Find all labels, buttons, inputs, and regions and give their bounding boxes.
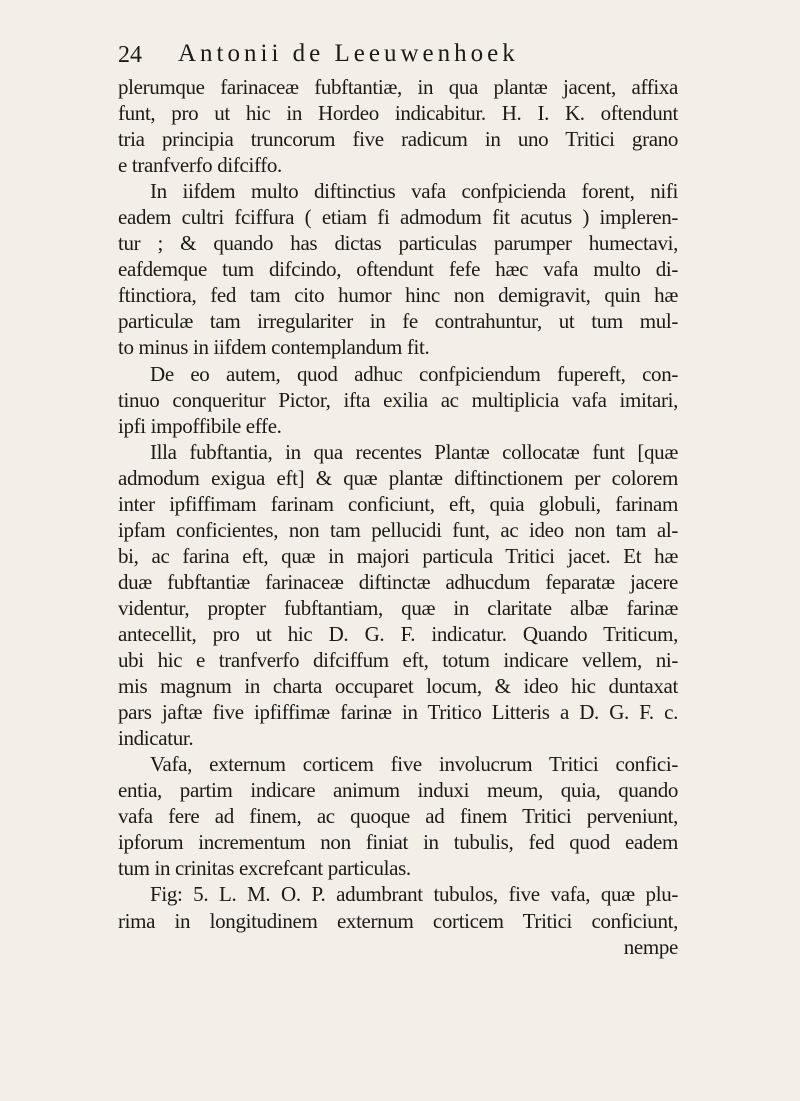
text-line: inter ipfiffimam farinam conficiunt, eft, quia globuli, farinam xyxy=(118,491,678,516)
text-line: In iifdem multo diftinctius vafa confpicienda forent, nifi xyxy=(150,179,678,204)
text-line: pars jaftæ five ipfiffimæ farinæ in Tritico Litteris a D. G. F. c. xyxy=(118,700,678,725)
text-line: duæ fubftantiæ farinaceæ diftinctæ adhucdum feparatæ jacere xyxy=(118,569,678,594)
text-line: ubi hic e tranfverfo difciffum eft, totum indicare vellem, ni- xyxy=(118,648,678,673)
text-line: eafdemque tum difcindo, oftendunt fefe hæc vafa multo di- xyxy=(118,257,678,282)
text-line: ipfam conficientes, non tam pellucidi funt, ac ideo non tam al- xyxy=(118,517,678,542)
text-line: entia, partim indicare animum induxi meum, quia, quando xyxy=(118,778,678,803)
page-number: 24 xyxy=(118,42,142,68)
text-line: De eo autem, quod adhuc confpiciendum fupereft, con- xyxy=(150,361,678,386)
text-line: ftinctiora, fed tam cito humor hinc non demigravit, quin hæ xyxy=(118,283,678,308)
text-line: ipfi impoffibile effe. xyxy=(118,413,282,438)
text-line: particulæ tam irregulariter in fe contrahuntur, ut tum mul- xyxy=(118,309,678,334)
text-line: tum in crinitas excrefcant particulas. xyxy=(118,856,411,881)
text-line: indicatur. xyxy=(118,726,194,751)
text-line: mis magnum in charta occuparet locum, & ideo hic duntaxat xyxy=(118,674,678,699)
text-line: bi, ac farina eft, quæ in majori particula Tritici jacet. Et hæ xyxy=(118,543,678,568)
running-head: Antonii de Leeuwenhoek xyxy=(178,40,519,67)
text-line: to minus in iifdem contemplandum fit. xyxy=(118,335,430,360)
text-line: Illa fubftantia, in qua recentes Plantæ collocatæ funt [quæ xyxy=(150,439,678,464)
page-header xyxy=(118,40,698,74)
body-text xyxy=(118,74,678,960)
text-line: eadem cultri fciffura ( etiam fi admodum fit acutus ) impleren- xyxy=(118,205,678,230)
text-line: tria principia truncorum five radicum in uno Tritici grano xyxy=(118,127,678,152)
text-line: tinuo conqueritur Pictor, ifta exilia ac multiplicia vafa imitari, xyxy=(118,387,678,412)
text-line: vafa fere ad finem, ac quoque ad finem Tritici perveniunt, xyxy=(118,804,678,829)
text-line: Vafa, externum corticem five involucrum Tritici confici- xyxy=(150,752,678,777)
text-line: videntur, propter fubftantiam, quæ in claritate albæ farinæ xyxy=(118,595,678,620)
text-line: funt, pro ut hic in Hordeo indicabitur. H. I. K. oftendunt xyxy=(118,101,678,126)
text-line: rima in longitudinem externum corticem Tritici conficiunt, xyxy=(118,908,678,933)
catchword: nempe xyxy=(623,934,678,959)
text-line: ipforum incrementum non finiat in tubulis, fed quod eadem xyxy=(118,830,678,855)
text-line: admodum exigua eft] & quæ plantæ diftinctionem per colorem xyxy=(118,465,678,490)
text-line: tur ; & quando has dictas particulas parumper humectavi, xyxy=(118,231,678,256)
text-line: plerumque farinaceæ fubftantiæ, in qua plantæ jacent, affixa xyxy=(118,75,678,99)
text-line: e tranfverfo difciffo. xyxy=(118,153,282,178)
text-line: Fig: 5. L. M. O. P. adumbrant tubulos, five vafa, quæ plu- xyxy=(150,882,678,907)
text-line: antecellit, pro ut hic D. G. F. indicatur. Quando Triticum, xyxy=(118,621,678,646)
